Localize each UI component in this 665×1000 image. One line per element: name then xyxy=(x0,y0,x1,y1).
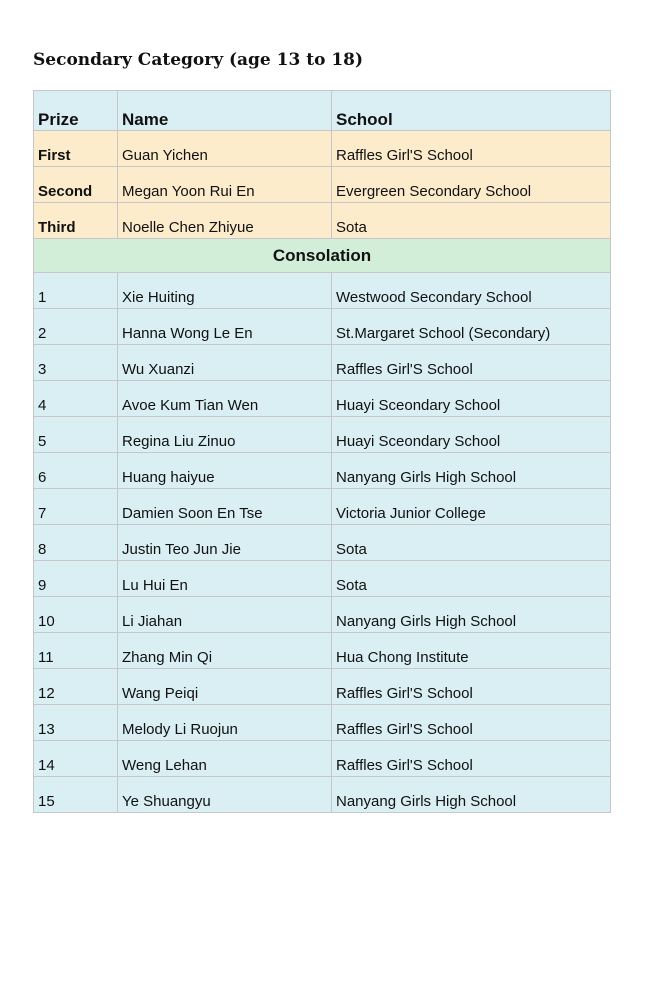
name-cell: Wang Peiqi xyxy=(118,669,332,705)
school-cell: Nanyang Girls High School xyxy=(332,597,611,633)
school-cell: Sota xyxy=(332,561,611,597)
rank-cell: 5 xyxy=(34,417,118,453)
name-cell: Zhang Min Qi xyxy=(118,633,332,669)
rank-cell: 12 xyxy=(34,669,118,705)
name-cell: Damien Soon En Tse xyxy=(118,489,332,525)
name-cell: Lu Hui En xyxy=(118,561,332,597)
school-cell: Huayi Sceondary School xyxy=(332,417,611,453)
school-cell: Raffles Girl'S School xyxy=(332,345,611,381)
winner-row-first xyxy=(34,131,611,167)
table-row xyxy=(34,777,611,813)
table-row xyxy=(34,273,611,309)
name-cell: Melody Li Ruojun xyxy=(118,705,332,741)
rank-cell: 2 xyxy=(34,309,118,345)
school-cell: Raffles Girl'S School xyxy=(332,131,611,167)
prize-cell: Third xyxy=(34,203,118,239)
rank-cell: 13 xyxy=(34,705,118,741)
table-row xyxy=(34,741,611,777)
school-cell: Nanyang Girls High School xyxy=(332,777,611,813)
name-cell: Hanna Wong Le En xyxy=(118,309,332,345)
school-cell: Westwood Secondary School xyxy=(332,273,611,309)
header-name: Name xyxy=(118,91,332,131)
table-header-row xyxy=(34,91,611,131)
name-cell: Weng Lehan xyxy=(118,741,332,777)
table-row xyxy=(34,705,611,741)
rank-cell: 3 xyxy=(34,345,118,381)
prize-cell: Second xyxy=(34,167,118,203)
school-cell: Raffles Girl'S School xyxy=(332,669,611,705)
table-row xyxy=(34,561,611,597)
rank-cell: 7 xyxy=(34,489,118,525)
name-cell: Li Jiahan xyxy=(118,597,332,633)
table-row xyxy=(34,309,611,345)
rank-cell: 6 xyxy=(34,453,118,489)
winner-row-third xyxy=(34,203,611,239)
table-row xyxy=(34,489,611,525)
table-row xyxy=(34,381,611,417)
name-cell: Huang haiyue xyxy=(118,453,332,489)
school-cell: Huayi Sceondary School xyxy=(332,381,611,417)
page-title: Secondary Category (age 13 to 18) xyxy=(33,50,364,70)
name-cell: Justin Teo Jun Jie xyxy=(118,525,332,561)
name-cell: Guan Yichen xyxy=(118,131,332,167)
name-cell: Ye Shuangyu xyxy=(118,777,332,813)
school-cell: Sota xyxy=(332,203,611,239)
table-row xyxy=(34,633,611,669)
school-cell: Sota xyxy=(332,525,611,561)
table-row xyxy=(34,525,611,561)
school-cell: St.Margaret School (Secondary) xyxy=(332,309,611,345)
name-cell: Megan Yoon Rui En xyxy=(118,167,332,203)
school-cell: Raffles Girl'S School xyxy=(332,705,611,741)
header-prize: Prize xyxy=(34,91,118,131)
table-row xyxy=(34,669,611,705)
rank-cell: 9 xyxy=(34,561,118,597)
name-cell: Noelle Chen Zhiyue xyxy=(118,203,332,239)
school-cell: Evergreen Secondary School xyxy=(332,167,611,203)
name-cell: Xie Huiting xyxy=(118,273,332,309)
results-table xyxy=(33,90,611,813)
table-row xyxy=(34,417,611,453)
school-cell: Raffles Girl'S School xyxy=(332,741,611,777)
consolation-section-row xyxy=(34,239,611,273)
school-cell: Nanyang Girls High School xyxy=(332,453,611,489)
rank-cell: 8 xyxy=(34,525,118,561)
rank-cell: 4 xyxy=(34,381,118,417)
table-row xyxy=(34,597,611,633)
school-cell: Hua Chong Institute xyxy=(332,633,611,669)
table-row xyxy=(34,345,611,381)
rank-cell: 14 xyxy=(34,741,118,777)
name-cell: Wu Xuanzi xyxy=(118,345,332,381)
header-school: School xyxy=(332,91,611,131)
name-cell: Avoe Kum Tian Wen xyxy=(118,381,332,417)
winner-row-second xyxy=(34,167,611,203)
rank-cell: 10 xyxy=(34,597,118,633)
rank-cell: 11 xyxy=(34,633,118,669)
rank-cell: 15 xyxy=(34,777,118,813)
name-cell: Regina Liu Zinuo xyxy=(118,417,332,453)
school-cell: Victoria Junior College xyxy=(332,489,611,525)
prize-cell: First xyxy=(34,131,118,167)
table-row xyxy=(34,453,611,489)
consolation-heading: Consolation xyxy=(34,239,611,273)
rank-cell: 1 xyxy=(34,273,118,309)
